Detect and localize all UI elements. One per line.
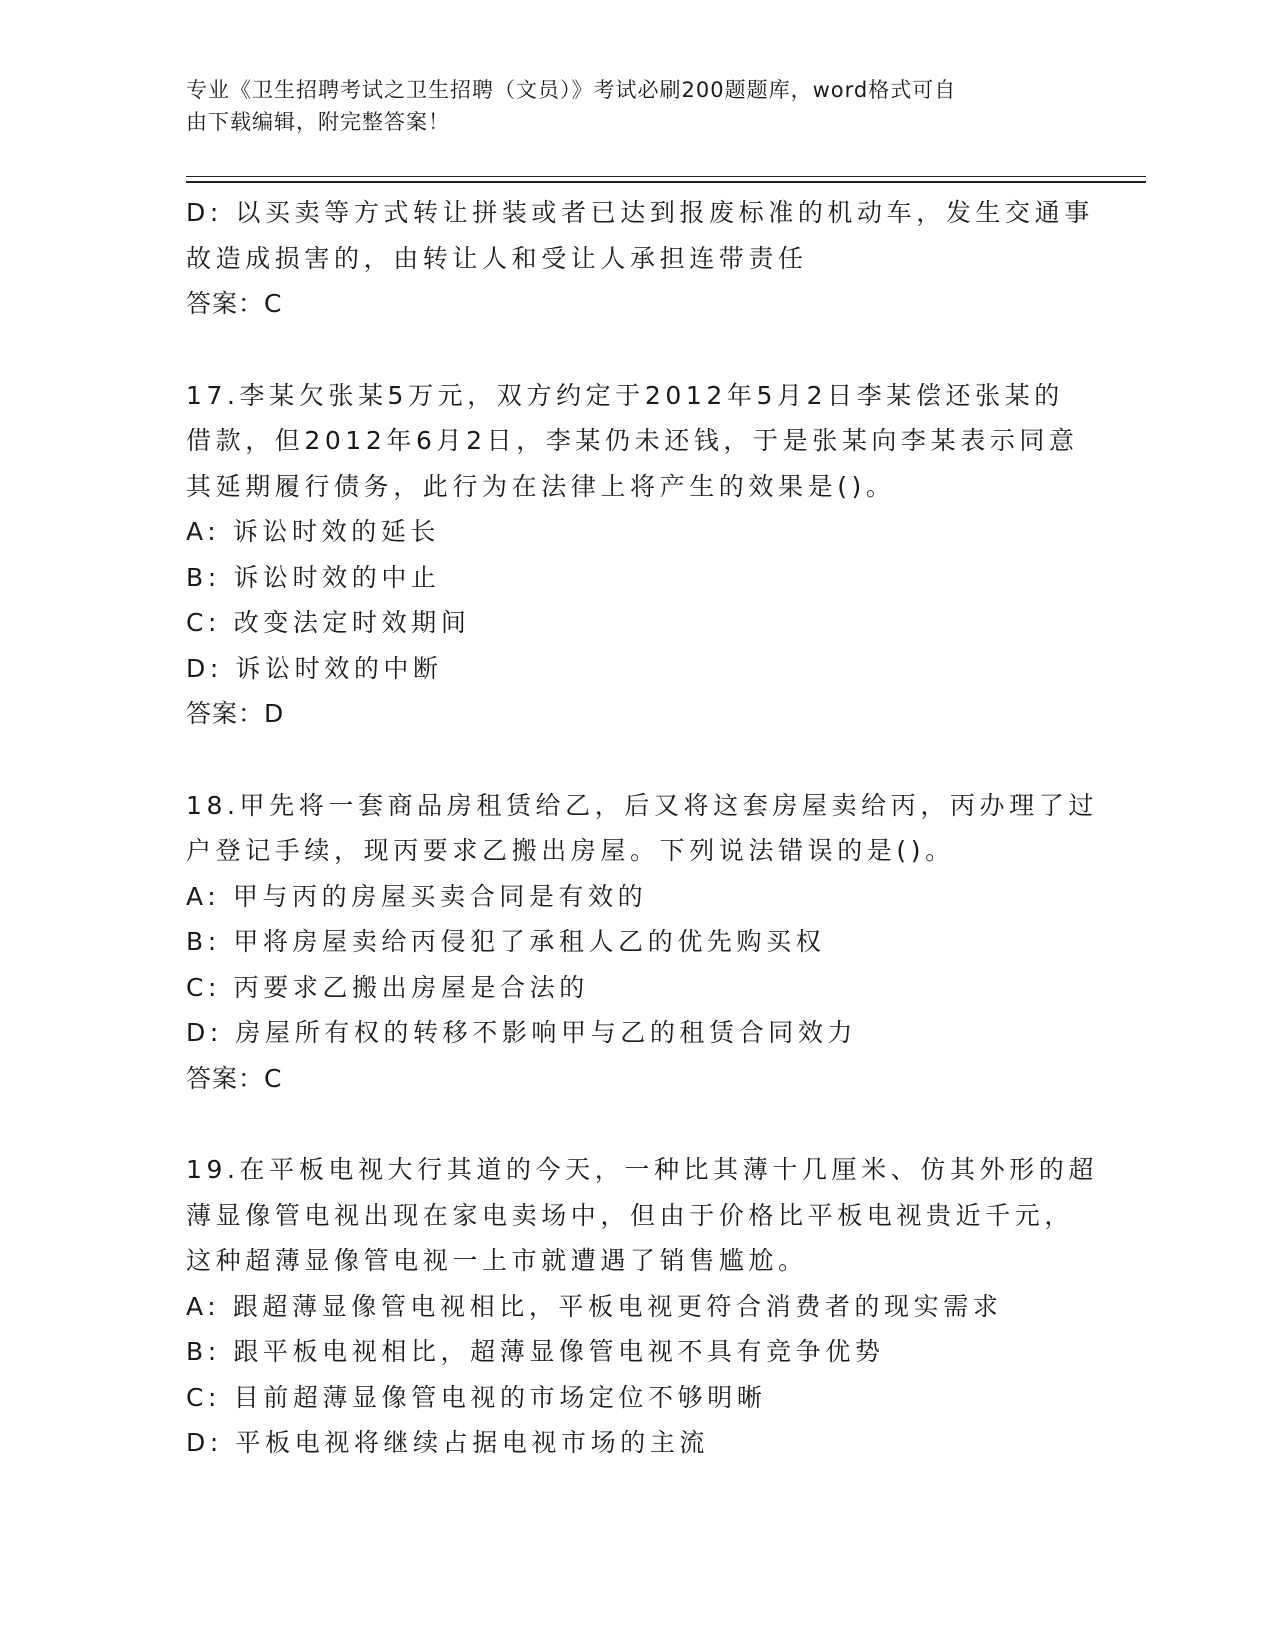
answer-line: 答案：D xyxy=(186,699,285,728)
option-c: C: 改变法定时效期间 xyxy=(186,608,471,637)
header-rule-thin xyxy=(186,176,1146,177)
spacer xyxy=(186,327,1086,373)
spacer xyxy=(186,1101,1086,1147)
option-d: D: 诉讼时效的中断 xyxy=(186,653,443,683)
option-b: B: 甲将房屋卖给丙侵犯了承租人乙的优先购买权 xyxy=(186,927,826,956)
question-stem: 18.甲先将一套商品房租赁给乙，后又将这套房屋卖给丙，丙办理了过 xyxy=(186,790,1098,820)
option-a: A: 甲与丙的房屋买卖合同是有效的 xyxy=(186,881,648,911)
answer-line: 答案：C xyxy=(186,1063,283,1093)
option-a: A: 诉讼时效的延长 xyxy=(186,517,441,546)
question-stem: 户登记手续，现丙要求乙搬出房屋。下列说法错误的是()。 xyxy=(186,836,955,865)
question-19 xyxy=(186,1147,1098,1466)
option-c: C: 丙要求乙搬出房屋是合法的 xyxy=(186,972,589,1002)
option-a: A: 跟超薄显像管电视相比，平板电视更符合消费者的现实需求 xyxy=(186,1291,1003,1321)
question-stem: 19.在平板电视大行其道的今天，一种比其薄十几厘米、仿其外形的超 xyxy=(186,1155,1098,1184)
prev-question-block xyxy=(186,190,1094,327)
question-stem: 其延期履行债务，此行为在法律上将产生的效果是()。 xyxy=(186,471,896,501)
question-stem: 借款，但2012年6月2日，李某仍未还钱，于是张某向李某表示同意 xyxy=(186,426,1079,455)
option-d-continuation: 故造成损害的，由转让人和受让人承担连带责任 xyxy=(186,243,808,273)
option-b: B: 诉讼时效的中止 xyxy=(186,562,441,592)
document-header xyxy=(186,74,1066,138)
header-rule-thick xyxy=(186,181,1146,183)
question-stem: 薄显像管电视出现在家电卖场中，但由于价格比平板电视贵近千元， xyxy=(186,1200,1075,1230)
option-d: D: 以买卖等方式转让拼装或者已达到报废标准的机动车，发生交通事 xyxy=(186,198,1094,227)
question-content xyxy=(186,190,1098,1466)
question-17 xyxy=(186,373,1086,737)
question-stem: 17.李某欠张某5万元，双方约定于2012年5月2日李某偿还张某的 xyxy=(186,380,1064,410)
answer-line: 答案：C xyxy=(186,289,283,318)
question-stem: 这种超薄显像管电视一上市就遭遇了销售尴尬。 xyxy=(186,1246,808,1275)
question-18 xyxy=(186,783,1098,1102)
option-d: D: 平板电视将继续占据电视市场的主流 xyxy=(186,1428,710,1457)
option-b: B: 跟平板电视相比，超薄显像管电视不具有竞争优势 xyxy=(186,1337,885,1366)
header-line-1: 专业《卫生招聘考试之卫生招聘（文员）》考试必刷200题题库，word格式可自 xyxy=(186,78,957,102)
spacer xyxy=(186,737,1086,783)
option-c: C: 目前超薄显像管电视的市场定位不够明晰 xyxy=(186,1382,767,1412)
header-line-2: 由下载编辑，附完整答案！ xyxy=(186,110,450,134)
option-d: D: 房屋所有权的转移不影响甲与乙的租赁合同效力 xyxy=(186,1018,858,1047)
